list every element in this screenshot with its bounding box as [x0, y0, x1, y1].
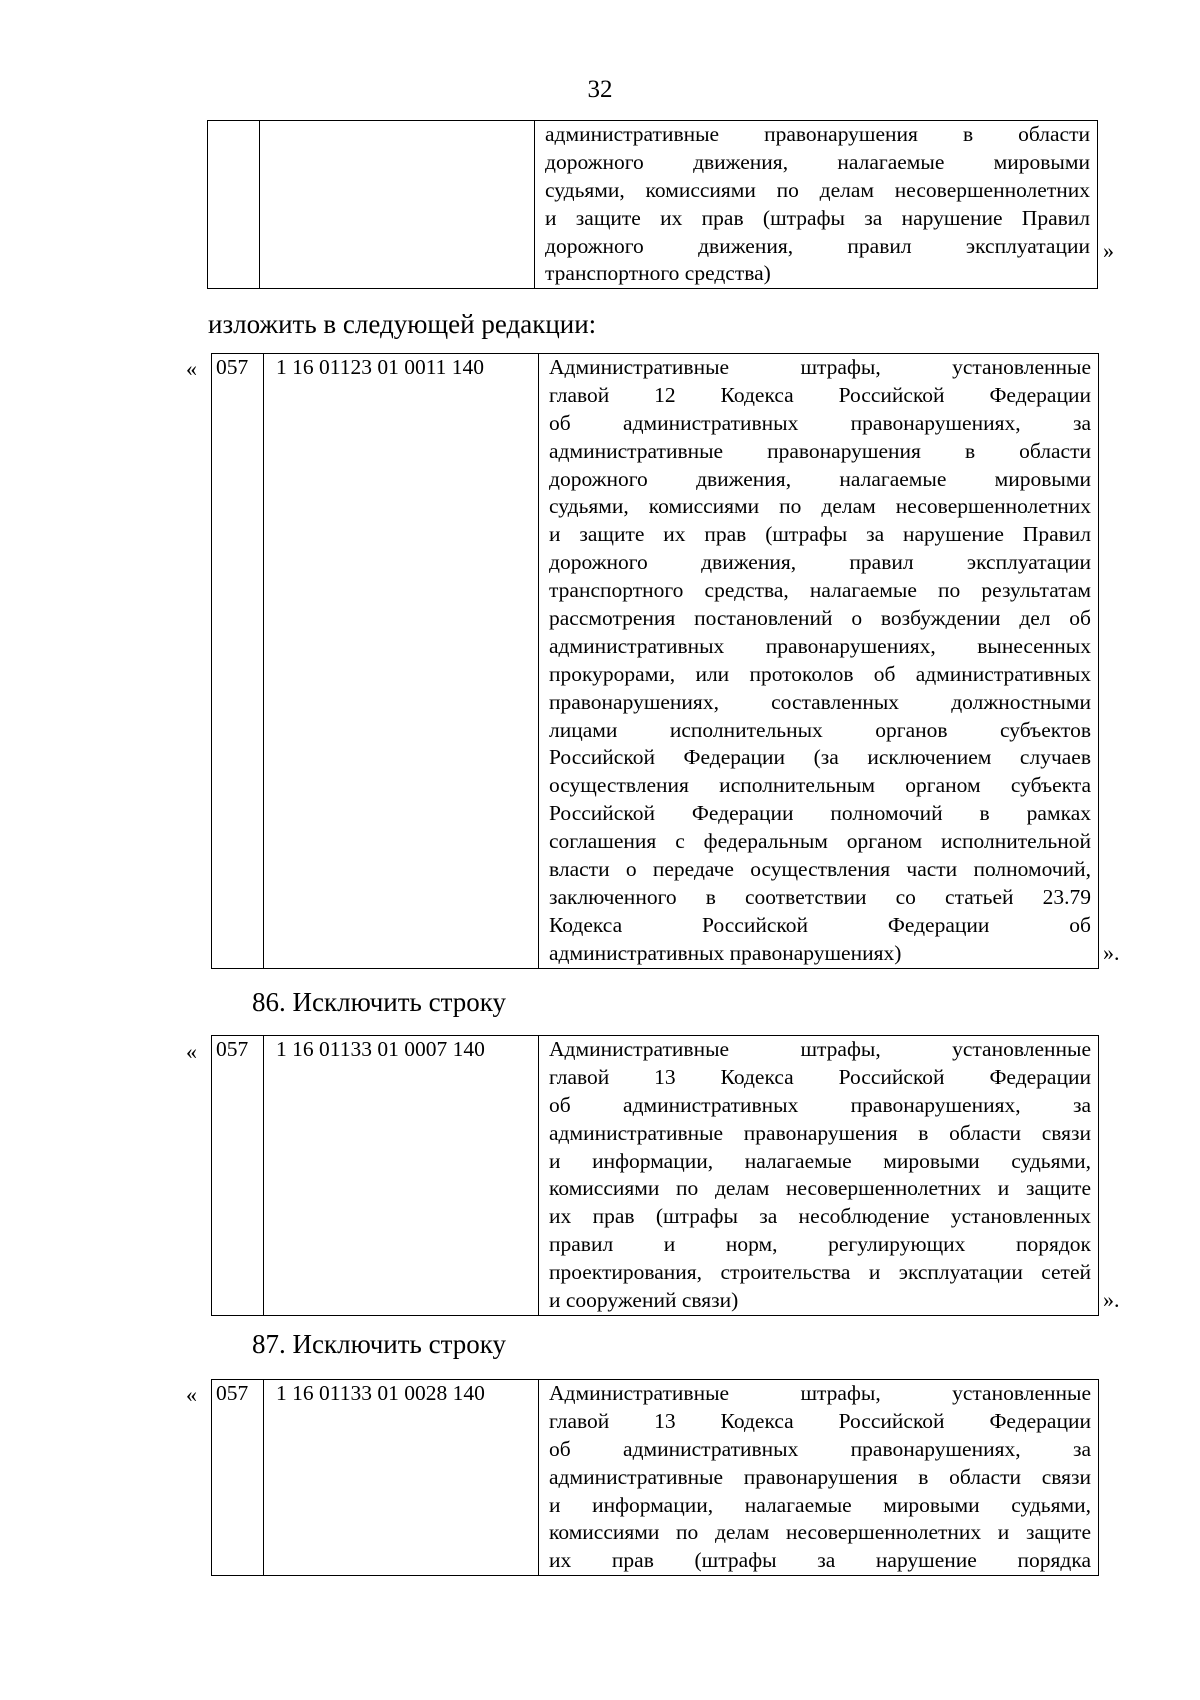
table-new-redaction — [211, 353, 1099, 969]
description-line: Административные штрафы, установленные — [549, 355, 1091, 379]
paragraph-87: 87. Исключить строку — [252, 1329, 506, 1359]
description-line: власти о передаче осуществления части полномочий, — [549, 857, 1091, 882]
description-line: заключенного в соответствии со статьей 23.79 — [549, 884, 1091, 909]
description-line: судьями, комиссиями по делам несовершеннолетних — [545, 177, 1090, 202]
description-line: судьями, комиссиями по делам несовершеннолетних — [549, 494, 1091, 519]
table-row — [208, 121, 1098, 289]
description-line: и информации, налагаемые мировыми судьями, — [549, 1148, 1091, 1173]
description-line: административные правонарушения в области — [545, 122, 1090, 146]
description-line: комиссиями по делам несовершеннолетних и защите — [549, 1520, 1091, 1545]
description-line: административных правонарушениях) — [549, 940, 902, 965]
description-line: дорожного движения, правил эксплуатации — [545, 233, 1090, 258]
description-line: об административных правонарушениях, за — [549, 1092, 1091, 1117]
description-line: административные правонарушения в области связи — [549, 1120, 1091, 1145]
description-line: об административных правонарушениях, за — [549, 410, 1091, 435]
description-line: соглашения с федеральным органом исполнительной — [549, 829, 1091, 854]
row-code-cell: 057 — [212, 1380, 264, 1576]
row-code-cell — [208, 121, 260, 289]
opening-quote: « — [186, 356, 197, 381]
table-row-86 — [211, 1035, 1099, 1316]
description-line: правил и норм, регулирующих порядок — [549, 1232, 1091, 1257]
description-line: комиссиями по делам несовершеннолетних и защите — [549, 1176, 1091, 1201]
description-line: прокурорами, или протоколов об административных — [549, 661, 1091, 686]
description-line: Российской Федерации (за исключением случаев — [549, 745, 1091, 770]
closing-quote: » — [1103, 238, 1114, 263]
closing-quote: ». — [1103, 940, 1120, 965]
page-number: 32 — [587, 76, 613, 103]
row-kbk-cell: 1 16 01123 01 0011 140 — [264, 354, 539, 969]
description-line: об административных правонарушениях, за — [549, 1436, 1091, 1461]
description-line: и защите их прав (штрафы за нарушение Правил — [549, 522, 1091, 547]
description-line: транспортного средства, налагаемые по результатам — [549, 578, 1091, 603]
description-line: дорожного движения, налагаемые мировыми — [549, 466, 1091, 491]
description-line: осуществления исполнительным органом субъекта — [549, 773, 1091, 798]
description-line: административных правонарушениях, вынесенных — [549, 633, 1091, 658]
description-line: главой 13 Кодекса Российской Федерации — [549, 1064, 1091, 1089]
description-line: их прав (штрафы за нарушение порядка — [549, 1548, 1091, 1573]
paragraph-redaction: изложить в следующей редакции: — [208, 309, 597, 339]
description-line: и защите их прав (штрафы за нарушение Правил — [545, 205, 1090, 230]
table-continuation — [207, 120, 1098, 289]
description-line: Кодекса Российской Федерации об — [549, 912, 1091, 937]
paragraph-86: 86. Исключить строку — [252, 987, 506, 1017]
description-line: Российской Федерации полномочий в рамках — [549, 801, 1091, 826]
row-code-cell: 057 — [212, 354, 264, 969]
row-description-cell — [535, 121, 1098, 289]
row-code-cell: 057 — [212, 1036, 264, 1316]
description-line: рассмотрения постановлений о возбуждении дел об — [549, 606, 1091, 631]
description-line: главой 12 Кодекса Российской Федерации — [549, 382, 1091, 407]
description-line: и информации, налагаемые мировыми судьями, — [549, 1492, 1091, 1517]
row-kbk-cell: 1 16 01133 01 0028 140 — [264, 1380, 539, 1576]
description-line: транспортного средства) — [545, 261, 771, 286]
row-kbk-cell: 1 16 01133 01 0007 140 — [264, 1036, 539, 1316]
row-description-cell — [539, 1380, 1099, 1576]
row-description-cell — [539, 354, 1099, 969]
description-line: главой 13 Кодекса Российской Федерации — [549, 1408, 1091, 1433]
closing-quote: ». — [1103, 1287, 1120, 1312]
table-row-87 — [211, 1379, 1099, 1576]
description-line: правонарушениях, составленных должностными — [549, 689, 1091, 714]
description-line: административные правонарушения в области связи — [549, 1464, 1091, 1489]
table-row — [212, 1036, 1099, 1316]
description-line: дорожного движения, налагаемые мировыми — [545, 149, 1090, 174]
description-line: лицами исполнительных органов субъектов — [549, 717, 1091, 742]
opening-quote: « — [186, 1382, 197, 1407]
description-line: Административные штрафы, установленные — [549, 1381, 1091, 1405]
row-description-cell — [539, 1036, 1099, 1316]
opening-quote: « — [186, 1039, 197, 1064]
description-line: и сооружений связи) — [549, 1288, 739, 1313]
table-row — [212, 1380, 1099, 1576]
description-line: проектирования, строительства и эксплуатации сетей — [549, 1260, 1091, 1285]
description-line: их прав (штрафы за несоблюдение установленных — [549, 1204, 1091, 1229]
description-line: дорожного движения, правил эксплуатации — [549, 550, 1091, 575]
table-row — [212, 354, 1099, 969]
description-line: Административные штрафы, установленные — [549, 1037, 1091, 1061]
row-kbk-cell — [260, 121, 535, 289]
description-line: административные правонарушения в области — [549, 438, 1091, 463]
